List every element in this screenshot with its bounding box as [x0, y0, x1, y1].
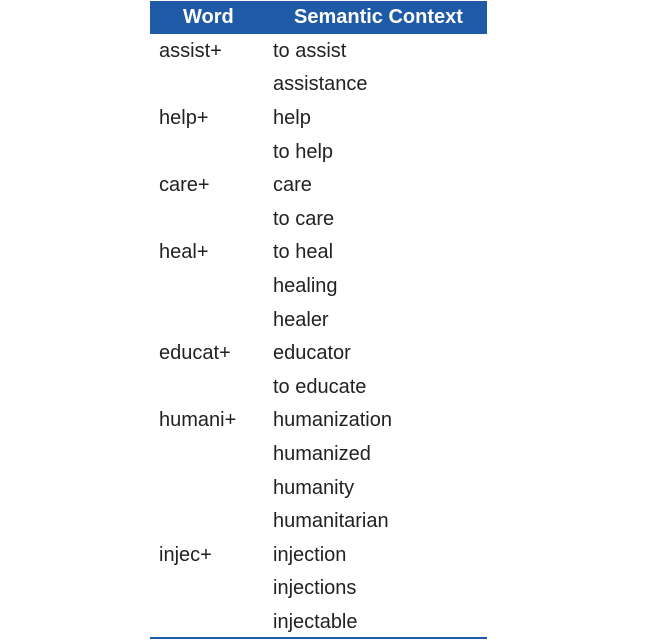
table-body [150, 34, 487, 639]
table-row [150, 236, 487, 270]
context-cell: injectable [273, 610, 358, 633]
word-cell [150, 370, 265, 404]
table-row [150, 68, 487, 102]
word-cell [150, 135, 265, 169]
context-cell: to heal [273, 241, 334, 264]
context-cell: healer [273, 308, 329, 331]
word-cell: heal+ [159, 241, 209, 264]
word-cell [150, 68, 265, 102]
word-context-table-container [150, 1, 487, 639]
semantic-context-column-header: Semantic Context [265, 1, 487, 34]
word-cell [150, 303, 265, 337]
table-header [150, 1, 487, 34]
word-cell [150, 269, 265, 303]
table-row [150, 605, 487, 639]
context-cell: healing [273, 274, 338, 297]
context-cell: injections [273, 577, 357, 600]
context-cell: humanitarian [273, 510, 389, 533]
word-cell: care+ [159, 174, 210, 197]
table-row [150, 269, 487, 303]
context-cell: to help [273, 140, 334, 163]
table-row [150, 101, 487, 135]
table-row [150, 504, 487, 538]
word-cell: injec+ [159, 543, 212, 566]
table-row [150, 572, 487, 606]
table-row [150, 437, 487, 471]
context-cell: to educate [273, 375, 367, 398]
table-row [150, 538, 487, 572]
word-cell: help+ [159, 106, 209, 129]
word-cell: humani+ [159, 409, 237, 432]
table-row [150, 404, 487, 438]
table-row [150, 135, 487, 169]
context-cell: care [273, 174, 312, 197]
table-row [150, 471, 487, 505]
word-cell [150, 471, 265, 505]
table-row [150, 168, 487, 202]
word-context-table [150, 1, 487, 639]
context-cell: to assist [273, 39, 347, 62]
table-row [150, 370, 487, 404]
context-cell: humanization [273, 409, 392, 432]
word-column-header: Word [150, 1, 265, 34]
word-cell [150, 437, 265, 471]
context-cell: humanity [273, 476, 355, 499]
table-row [150, 34, 487, 68]
table-row [150, 303, 487, 337]
table-bottom-rule [150, 637, 487, 639]
word-cell [150, 572, 265, 606]
header-row [150, 1, 487, 34]
word-cell [150, 504, 265, 538]
context-cell: help [273, 106, 311, 129]
context-cell: to care [273, 207, 335, 230]
word-cell [150, 605, 265, 639]
table-row [150, 336, 487, 370]
context-cell: injection [273, 543, 347, 566]
context-cell: humanized [273, 442, 371, 465]
context-cell: assistance [273, 73, 368, 96]
word-cell: educat+ [159, 342, 231, 365]
word-cell [150, 202, 265, 236]
table-row [150, 202, 487, 236]
context-cell: educator [273, 342, 351, 365]
word-cell: assist+ [159, 39, 222, 62]
